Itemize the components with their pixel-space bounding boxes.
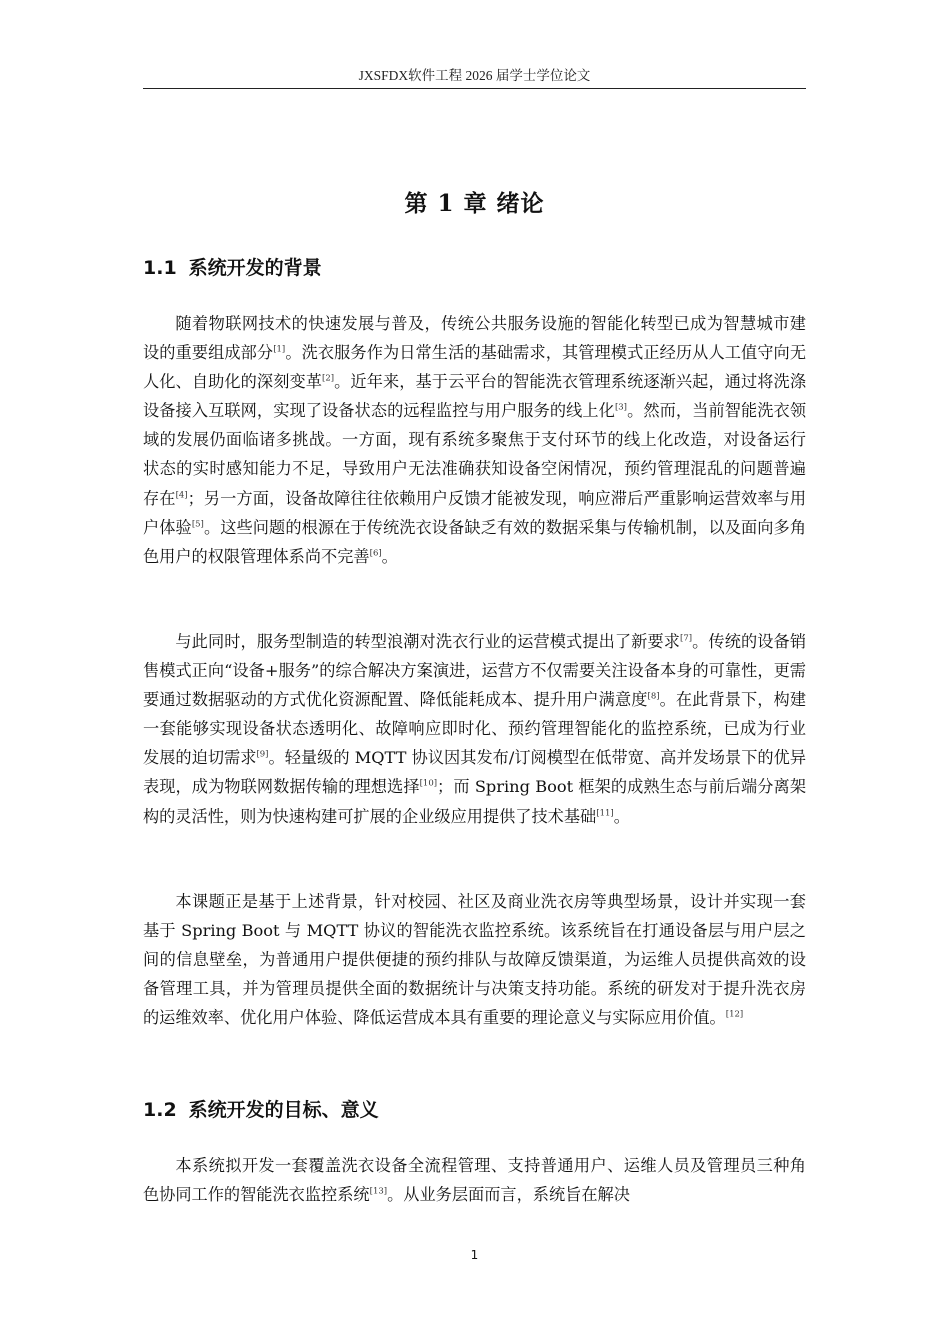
- paragraph: [143, 1151, 806, 1209]
- citation-ref: [3]: [614, 402, 627, 413]
- paragraph-text: 与此同时，服务型制造的转型浪潮对洗衣行业的运营模式提出了新要求: [175, 632, 681, 651]
- paragraph: [143, 887, 806, 1032]
- paragraph-text: ；而 Spring Boot 框架的成熟生态与前后端分离架构的灵活性，则为快速构建可扩展的企业级应用提供了技术基础: [143, 777, 807, 826]
- paragraph-text: 。然而，当前智能洗衣领域的发展仍面临诸多挑战。一方面，现有系统多聚焦于支付环节的线上化改造，对设备运行状态的实时感知能力不足，导致用户无法准确获知设备空闲情况，预约管理混乱的问题普遍存在: [143, 401, 807, 508]
- citation-ref: [13]: [369, 1186, 388, 1197]
- citation-ref: [2]: [322, 373, 335, 384]
- paragraph-text: 。轻量级的 MQTT 协议因其发布/订阅模型在低带宽、高并发场景下的优异表现，成为物联网数据传输的理想选择: [143, 748, 807, 797]
- citation-ref: [12]: [725, 1009, 744, 1020]
- paragraph-text: 。: [613, 806, 630, 826]
- citation-ref: [7]: [680, 633, 693, 644]
- paragraph-text: 本系统拟开发一套覆盖洗衣设备全流程管理、支持普通用户、运维人员及管理员三种角色协同工作的智能洗衣监控系统: [143, 1156, 806, 1205]
- paragraph-text: 。从业务层面而言，系统旨在解决: [387, 1185, 630, 1205]
- paragraph-text: ；另一方面，设备故障往往依赖用户反馈才能被发现，响应滞后严重影响运营效率与用户体验: [143, 488, 807, 537]
- citation-ref: [5]: [191, 519, 204, 530]
- citation-ref: [1]: [273, 344, 286, 355]
- paragraph-text: 本课题正是基于上述背景，针对校园、社区及商业洗衣房等典型场景，设计并实现一套基于 Spring Boot 与 MQTT 协议的智能洗衣监控系统。该系统旨在打通设备层与用户层之间的信息壁垒，为普通用户提供便捷的预约排队与故障反馈渠道，为运维人员提供高效的设备管理工具，并为管理员提供全面的数据统计与决策支持功能。系统的研发对于提升洗衣房的运维效率、优化用户体验、降低运营成本具有重要的理论意义与实际应用价值。: [143, 892, 806, 1028]
- paragraph: [143, 309, 806, 571]
- section-heading-1-2: [143, 1095, 806, 1122]
- section-heading-1-1: [143, 253, 806, 280]
- citation-ref: [6]: [369, 548, 382, 559]
- citation-ref: [8]: [647, 691, 660, 702]
- section-title: 系统开发的背景: [188, 257, 322, 279]
- page-number: 1: [470, 1248, 479, 1262]
- paragraph: [143, 627, 806, 831]
- citation-ref: [4]: [175, 490, 188, 501]
- citation-ref: [10]: [419, 779, 438, 790]
- header-rule: [143, 88, 806, 89]
- citation-ref: [11]: [596, 808, 614, 819]
- paragraph-text: 。在此背景下，构建一套能够实现设备状态透明化、故障响应即时化、预约管理智能化的监控系统，已成为行业发展的迫切需求: [143, 690, 807, 768]
- paragraph-text: 随着物联网技术的快速发展与普及，传统公共服务设施的智能化转型已成为智慧城市建设的重要组成部分: [143, 314, 806, 363]
- paragraph-text: 。近年来，基于云平台的智能洗衣管理系统逐渐兴起，通过将洗涤设备接入互联网，实现了设备状态的远程监控与用户服务的线上化: [143, 372, 807, 421]
- paragraph-text: 。洗衣服务作为日常生活的基础需求，其管理模式正经历从人工值守向无人化、自助化的深刻变革: [143, 343, 807, 392]
- section-number: 1.2: [143, 1099, 177, 1121]
- paragraph-text: 。传统的设备销售模式正向“设备+服务”的综合解决方案演进，运营方不仅需要关注设备本身的可靠性，更需要通过数据驱动的方式优化资源配置、降低能耗成本、提升用户满意度: [143, 632, 807, 710]
- running-header: JXSFDX软件工程 2026 届学士学位论文: [358, 68, 591, 83]
- section-number: 1.1: [143, 257, 177, 279]
- citation-ref: [9]: [256, 749, 269, 760]
- paragraph-text: 。: [381, 546, 398, 566]
- section-title: 系统开发的目标、意义: [188, 1099, 379, 1121]
- chapter-title: 第 1 章 绪论: [404, 190, 545, 217]
- paragraph-text: 。这些问题的根源在于传统洗衣设备缺乏有效的数据采集与传输机制，以及面向多角色用户的权限管理体系尚不完善: [143, 517, 807, 566]
